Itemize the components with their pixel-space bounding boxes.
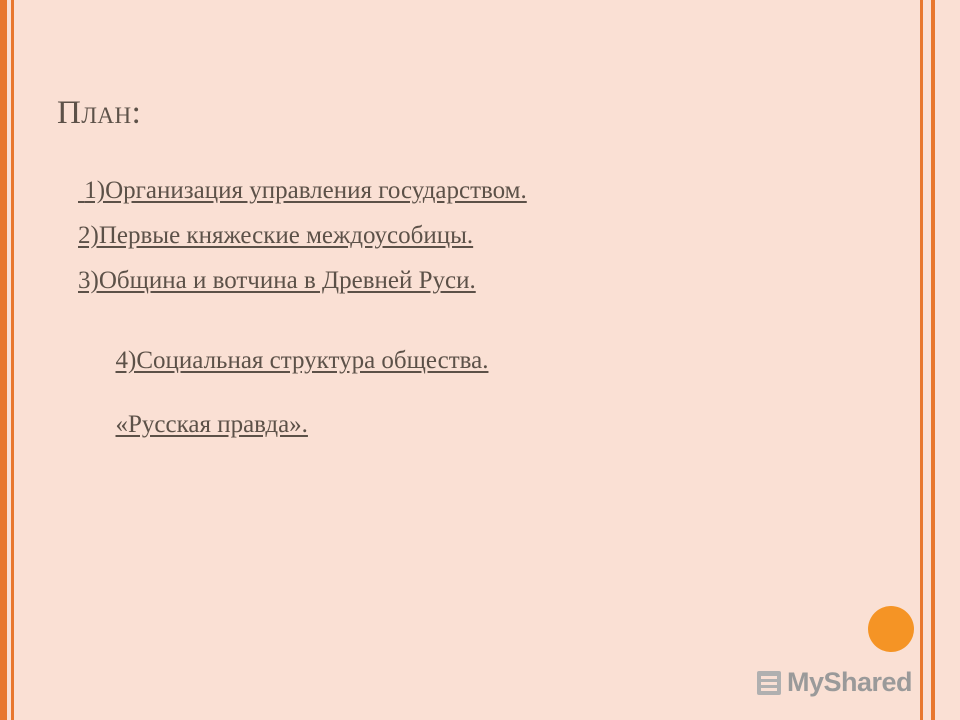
watermark-label: MyShared (786, 667, 912, 697)
list-item[interactable] (78, 178, 758, 203)
left-outer-accent-bar (0, 0, 7, 720)
plan-list (78, 178, 758, 493)
page-title: План: (57, 95, 142, 131)
list-item-text-line1: 4)Социальная структура общества. (115, 347, 489, 374)
list-item-text: 1)Организация управления государством. (78, 177, 527, 204)
document-icon (757, 671, 781, 695)
list-item[interactable] (78, 268, 758, 293)
list-item[interactable] (78, 313, 758, 473)
watermark (757, 667, 912, 698)
list-item[interactable] (78, 223, 758, 248)
list-item-text: 2)Первые княжеские междоусобицы. (78, 222, 474, 249)
watermark-circle (868, 606, 914, 652)
right-outer-accent-bar (931, 0, 935, 720)
list-item-text-line2: «Русская правда». (115, 411, 308, 438)
left-inner-accent-bar (11, 0, 14, 720)
list-item-text: 3)Община и вотчина в Древней Руси. (78, 267, 476, 294)
right-inner-accent-bar (920, 0, 923, 720)
right-margin-area (942, 0, 960, 720)
